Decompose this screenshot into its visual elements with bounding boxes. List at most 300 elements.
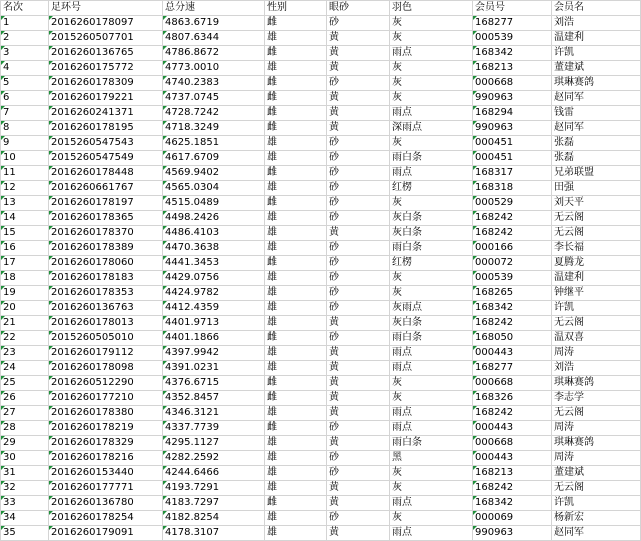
member-name-cell[interactable]: 李志学	[552, 391, 641, 406]
rank-cell[interactable]: 8	[1, 121, 49, 136]
eye-cell[interactable]: 砂	[327, 151, 390, 166]
ring-number-cell[interactable]: 2016260177771	[49, 481, 163, 496]
sex-cell[interactable]: 雄	[265, 481, 327, 496]
ring-number-cell[interactable]: 2015260505010	[49, 331, 163, 346]
member-id-cell[interactable]: 168318	[473, 181, 552, 196]
feather-color-cell[interactable]: 雨点	[390, 406, 473, 421]
eye-cell[interactable]: 砂	[327, 286, 390, 301]
score-cell[interactable]: 4397.9942	[163, 346, 265, 361]
rank-cell[interactable]: 6	[1, 91, 49, 106]
member-name-cell[interactable]: 钱雷	[552, 106, 641, 121]
rank-cell[interactable]: 11	[1, 166, 49, 181]
ring-number-cell[interactable]: 2016260241371	[49, 106, 163, 121]
feather-color-cell[interactable]: 灰	[390, 136, 473, 151]
sex-cell[interactable]: 雄	[265, 451, 327, 466]
table-row	[1, 481, 641, 496]
rank-cell[interactable]: 29	[1, 436, 49, 451]
table-row	[1, 286, 641, 301]
feather-color-cell[interactable]: 雨点	[390, 361, 473, 376]
sex-cell[interactable]: 雌	[265, 46, 327, 61]
feather-color-cell[interactable]: 灰	[390, 16, 473, 31]
score-cell[interactable]: 4424.9782	[163, 286, 265, 301]
score-cell[interactable]: 4412.4359	[163, 301, 265, 316]
member-id-cell[interactable]: 168242	[473, 481, 552, 496]
member-name-cell[interactable]: 温建利	[552, 31, 641, 46]
sex-cell[interactable]: 雄	[265, 301, 327, 316]
score-cell[interactable]: 4391.0231	[163, 361, 265, 376]
eye-cell[interactable]: 砂	[327, 241, 390, 256]
ring-number-cell[interactable]: 2016260136763	[49, 301, 163, 316]
rank-cell[interactable]: 30	[1, 451, 49, 466]
feather-color-cell[interactable]: 雨白条	[390, 241, 473, 256]
member-name-cell[interactable]: 琪琳赛鸽	[552, 76, 641, 91]
sex-cell[interactable]: 雌	[265, 76, 327, 91]
member-id-cell[interactable]: 168050	[473, 331, 552, 346]
score-cell[interactable]: 4178.3107	[163, 526, 265, 541]
feather-color-cell[interactable]: 灰	[390, 511, 473, 526]
table-row	[1, 301, 641, 316]
ring-number-cell[interactable]: 2016260179221	[49, 91, 163, 106]
member-id-cell[interactable]: 168342	[473, 496, 552, 511]
member-id-cell[interactable]: 168213	[473, 466, 552, 481]
rank-cell[interactable]: 5	[1, 76, 49, 91]
table-row	[1, 451, 641, 466]
feather-color-cell[interactable]: 黑	[390, 451, 473, 466]
member-id-cell[interactable]: 990963	[473, 526, 552, 541]
ring-number-cell[interactable]: 2016260178448	[49, 166, 163, 181]
member-name-cell[interactable]: 赵同军	[552, 526, 641, 541]
eye-cell[interactable]: 黄	[327, 91, 390, 106]
feather-color-cell[interactable]: 雨点	[390, 526, 473, 541]
ring-number-cell[interactable]: 2016260178254	[49, 511, 163, 526]
rank-cell[interactable]: 12	[1, 181, 49, 196]
rank-cell[interactable]: 27	[1, 406, 49, 421]
sex-cell[interactable]: 雄	[265, 181, 327, 196]
eye-cell[interactable]: 砂	[327, 196, 390, 211]
eye-cell[interactable]: 砂	[327, 271, 390, 286]
feather-color-cell[interactable]: 灰	[390, 196, 473, 211]
member-name-cell[interactable]: 赵同军	[552, 121, 641, 136]
member-name-cell[interactable]: 张磊	[552, 136, 641, 151]
eye-cell[interactable]: 砂	[327, 181, 390, 196]
rank-cell[interactable]: 3	[1, 46, 49, 61]
score-cell[interactable]: 4565.0304	[163, 181, 265, 196]
rank-cell[interactable]: 22	[1, 331, 49, 346]
col-eye-header[interactable]: 眼砂	[327, 1, 390, 16]
member-name-cell[interactable]: 无云阁	[552, 211, 641, 226]
score-cell[interactable]: 4352.8457	[163, 391, 265, 406]
rank-cell[interactable]: 25	[1, 376, 49, 391]
sex-cell[interactable]: 雌	[265, 16, 327, 31]
sex-cell[interactable]: 雌	[265, 256, 327, 271]
eye-cell[interactable]: 砂	[327, 76, 390, 91]
member-id-cell[interactable]: 168277	[473, 361, 552, 376]
rank-cell[interactable]: 4	[1, 61, 49, 76]
feather-color-cell[interactable]: 雨点	[390, 106, 473, 121]
member-name-cell[interactable]: 董建斌	[552, 61, 641, 76]
eye-cell[interactable]: 砂	[327, 166, 390, 181]
ring-number-cell[interactable]: 2015260547549	[49, 151, 163, 166]
score-cell[interactable]: 4515.0489	[163, 196, 265, 211]
feather-color-cell[interactable]: 灰白条	[390, 226, 473, 241]
score-cell[interactable]: 4786.8672	[163, 46, 265, 61]
member-id-cell[interactable]: 000072	[473, 256, 552, 271]
member-name-cell[interactable]: 琪琳赛鸽	[552, 376, 641, 391]
feather-color-cell[interactable]: 灰	[390, 376, 473, 391]
table-row	[1, 151, 641, 166]
member-id-cell[interactable]: 168342	[473, 46, 552, 61]
eye-cell[interactable]: 黄	[327, 496, 390, 511]
rank-cell[interactable]: 28	[1, 421, 49, 436]
score-cell[interactable]: 4376.6715	[163, 376, 265, 391]
rank-cell[interactable]: 18	[1, 271, 49, 286]
ring-number-cell[interactable]: 2016260178195	[49, 121, 163, 136]
eye-cell[interactable]: 黄	[327, 346, 390, 361]
sex-cell[interactable]: 雄	[265, 151, 327, 166]
col-rank-header[interactable]: 名次	[1, 1, 49, 16]
member-name-cell[interactable]: 许凯	[552, 301, 641, 316]
member-id-cell[interactable]: 000668	[473, 76, 552, 91]
sex-cell[interactable]: 雄	[265, 136, 327, 151]
rank-cell[interactable]: 31	[1, 466, 49, 481]
ring-number-cell[interactable]: 2016260178183	[49, 271, 163, 286]
ring-number-cell[interactable]: 2016260175772	[49, 61, 163, 76]
rank-cell[interactable]: 23	[1, 346, 49, 361]
eye-cell[interactable]: 黄	[327, 226, 390, 241]
feather-color-cell[interactable]: 雨点	[390, 346, 473, 361]
eye-cell[interactable]: 黄	[327, 376, 390, 391]
sex-cell[interactable]: 雌	[265, 196, 327, 211]
rank-cell[interactable]: 16	[1, 241, 49, 256]
member-id-cell[interactable]: 000451	[473, 136, 552, 151]
member-name-cell[interactable]: 赵同军	[552, 91, 641, 106]
member-name-cell[interactable]: 夏腾龙	[552, 256, 641, 271]
col-member-id-header[interactable]: 会员号	[473, 1, 552, 16]
rank-cell[interactable]: 21	[1, 316, 49, 331]
sex-cell[interactable]: 雄	[265, 406, 327, 421]
ring-number-cell[interactable]: 2016260178197	[49, 196, 163, 211]
score-cell[interactable]: 4625.1851	[163, 136, 265, 151]
eye-cell[interactable]: 砂	[327, 256, 390, 271]
ring-number-cell[interactable]: 2016260178309	[49, 76, 163, 91]
ring-number-cell[interactable]: 2016260136765	[49, 46, 163, 61]
member-name-cell[interactable]: 张磊	[552, 151, 641, 166]
ring-number-cell[interactable]: 2016260178389	[49, 241, 163, 256]
table-row	[1, 496, 641, 511]
member-name-cell[interactable]: 李长福	[552, 241, 641, 256]
member-id-cell[interactable]: 168242	[473, 316, 552, 331]
sex-cell[interactable]: 雌	[265, 421, 327, 436]
col-member-name-header[interactable]: 会员名	[552, 1, 641, 16]
sex-cell[interactable]: 雄	[265, 241, 327, 256]
feather-color-cell[interactable]: 灰	[390, 271, 473, 286]
member-name-cell[interactable]: 许凯	[552, 46, 641, 61]
sex-cell[interactable]: 雄	[265, 61, 327, 76]
rank-cell[interactable]: 32	[1, 481, 49, 496]
feather-color-cell[interactable]: 雨白条	[390, 151, 473, 166]
member-name-cell[interactable]: 董建斌	[552, 466, 641, 481]
ring-number-cell[interactable]: 2016260178219	[49, 421, 163, 436]
feather-color-cell[interactable]: 灰白条	[390, 211, 473, 226]
eye-cell[interactable]: 黄	[327, 121, 390, 136]
member-id-cell[interactable]: 168242	[473, 211, 552, 226]
eye-cell[interactable]: 黄	[327, 436, 390, 451]
sex-cell[interactable]: 雄	[265, 436, 327, 451]
feather-color-cell[interactable]: 雨点	[390, 496, 473, 511]
ring-number-cell[interactable]: 2016260179112	[49, 346, 163, 361]
feather-color-cell[interactable]: 灰	[390, 481, 473, 496]
feather-color-cell[interactable]: 雨点	[390, 46, 473, 61]
rank-cell[interactable]: 9	[1, 136, 49, 151]
feather-color-cell[interactable]: 红楞	[390, 256, 473, 271]
ring-number-cell[interactable]: 2016260178097	[49, 16, 163, 31]
score-cell[interactable]: 4773.0010	[163, 61, 265, 76]
eye-cell[interactable]: 砂	[327, 211, 390, 226]
eye-cell[interactable]: 砂	[327, 466, 390, 481]
table-row	[1, 31, 641, 46]
score-cell[interactable]: 4728.7242	[163, 106, 265, 121]
ring-number-cell[interactable]: 2016260179091	[49, 526, 163, 541]
rank-cell[interactable]: 35	[1, 526, 49, 541]
score-cell[interactable]: 4401.1866	[163, 331, 265, 346]
sex-cell[interactable]: 雄	[265, 271, 327, 286]
member-name-cell[interactable]: 周涛	[552, 421, 641, 436]
eye-cell[interactable]: 黄	[327, 316, 390, 331]
score-cell[interactable]: 4737.0745	[163, 91, 265, 106]
member-id-cell[interactable]: 000443	[473, 421, 552, 436]
feather-color-cell[interactable]: 灰白条	[390, 316, 473, 331]
eye-cell[interactable]: 黄	[327, 46, 390, 61]
eye-cell[interactable]: 黄	[327, 406, 390, 421]
ring-number-cell[interactable]: 2016260178380	[49, 406, 163, 421]
sex-cell[interactable]: 雄	[265, 286, 327, 301]
member-id-cell[interactable]: 000443	[473, 451, 552, 466]
member-id-cell[interactable]: 000539	[473, 271, 552, 286]
sex-cell[interactable]: 雌	[265, 391, 327, 406]
member-id-cell[interactable]: 000539	[473, 31, 552, 46]
score-cell[interactable]: 4807.6344	[163, 31, 265, 46]
sex-cell[interactable]: 雄	[265, 466, 327, 481]
member-id-cell[interactable]: 168265	[473, 286, 552, 301]
member-id-cell[interactable]: 000069	[473, 511, 552, 526]
ring-number-cell[interactable]: 2016260136780	[49, 496, 163, 511]
score-cell[interactable]: 4441.3453	[163, 256, 265, 271]
sex-cell[interactable]: 雄	[265, 526, 327, 541]
feather-color-cell[interactable]: 灰	[390, 286, 473, 301]
member-id-cell[interactable]: 000529	[473, 196, 552, 211]
rank-cell[interactable]: 19	[1, 286, 49, 301]
member-name-cell[interactable]: 无云阁	[552, 406, 641, 421]
eye-cell[interactable]: 砂	[327, 331, 390, 346]
member-name-cell[interactable]: 刘天平	[552, 196, 641, 211]
member-id-cell[interactable]: 168242	[473, 226, 552, 241]
feather-color-cell[interactable]: 灰	[390, 466, 473, 481]
member-name-cell[interactable]: 刘浩	[552, 361, 641, 376]
sex-cell[interactable]: 雄	[265, 361, 327, 376]
member-id-cell[interactable]: 168294	[473, 106, 552, 121]
rank-cell[interactable]: 10	[1, 151, 49, 166]
member-name-cell[interactable]: 周涛	[552, 346, 641, 361]
sex-cell[interactable]: 雄	[265, 31, 327, 46]
feather-color-cell[interactable]: 雨点	[390, 166, 473, 181]
col-sex-header[interactable]: 性别	[265, 1, 327, 16]
score-cell[interactable]: 4863.6719	[163, 16, 265, 31]
sex-cell[interactable]: 雌	[265, 331, 327, 346]
score-cell[interactable]: 4337.7739	[163, 421, 265, 436]
ring-number-cell[interactable]: 2016260178370	[49, 226, 163, 241]
ring-number-cell[interactable]: 2016260178013	[49, 316, 163, 331]
eye-cell[interactable]: 砂	[327, 511, 390, 526]
sex-cell[interactable]: 雄	[265, 511, 327, 526]
feather-color-cell[interactable]: 灰	[390, 31, 473, 46]
score-cell[interactable]: 4486.4103	[163, 226, 265, 241]
table-row	[1, 196, 641, 211]
ring-number-cell[interactable]: 2015260547543	[49, 136, 163, 151]
eye-cell[interactable]: 黄	[327, 526, 390, 541]
eye-cell[interactable]: 砂	[327, 301, 390, 316]
sex-cell[interactable]: 雌	[265, 91, 327, 106]
member-id-cell[interactable]: 000451	[473, 151, 552, 166]
member-id-cell[interactable]: 168242	[473, 406, 552, 421]
feather-color-cell[interactable]: 灰	[390, 91, 473, 106]
rank-cell[interactable]: 1	[1, 16, 49, 31]
eye-cell[interactable]: 砂	[327, 16, 390, 31]
rank-cell[interactable]: 14	[1, 211, 49, 226]
sex-cell[interactable]: 雄	[265, 346, 327, 361]
sex-cell[interactable]: 雌	[265, 166, 327, 181]
member-name-cell[interactable]: 杨新宏	[552, 511, 641, 526]
member-name-cell[interactable]: 钟继平	[552, 286, 641, 301]
member-id-cell[interactable]: 168277	[473, 16, 552, 31]
score-cell[interactable]: 4244.6466	[163, 466, 265, 481]
col-color-header[interactable]: 羽色	[390, 1, 473, 16]
rank-cell[interactable]: 34	[1, 511, 49, 526]
score-cell[interactable]: 4183.7297	[163, 496, 265, 511]
member-id-cell[interactable]: 000166	[473, 241, 552, 256]
ring-number-cell[interactable]: 2016260177210	[49, 391, 163, 406]
eye-cell[interactable]: 黄	[327, 106, 390, 121]
member-name-cell[interactable]: 刘浩	[552, 16, 641, 31]
score-cell[interactable]: 4346.3121	[163, 406, 265, 421]
rank-cell[interactable]: 17	[1, 256, 49, 271]
table-row	[1, 76, 641, 91]
sex-cell[interactable]: 雌	[265, 376, 327, 391]
rank-cell[interactable]: 15	[1, 226, 49, 241]
table-row	[1, 406, 641, 421]
member-name-cell[interactable]: 温建利	[552, 271, 641, 286]
feather-color-cell[interactable]: 灰	[390, 76, 473, 91]
feather-color-cell[interactable]: 灰雨点	[390, 301, 473, 316]
member-id-cell[interactable]: 168213	[473, 61, 552, 76]
score-cell[interactable]: 4282.2592	[163, 451, 265, 466]
score-cell[interactable]: 4718.3249	[163, 121, 265, 136]
eye-cell[interactable]: 黄	[327, 31, 390, 46]
member-id-cell[interactable]: 000443	[473, 346, 552, 361]
ring-number-cell[interactable]: 2016260153440	[49, 466, 163, 481]
eye-cell[interactable]: 砂	[327, 421, 390, 436]
score-cell[interactable]: 4182.8254	[163, 511, 265, 526]
score-cell[interactable]: 4740.2383	[163, 76, 265, 91]
rank-cell[interactable]: 13	[1, 196, 49, 211]
eye-cell[interactable]: 黄	[327, 361, 390, 376]
feather-color-cell[interactable]: 深雨点	[390, 121, 473, 136]
eye-cell[interactable]: 砂	[327, 136, 390, 151]
feather-color-cell[interactable]: 雨白条	[390, 331, 473, 346]
member-name-cell[interactable]: 琪琳赛鸽	[552, 436, 641, 451]
table-row	[1, 511, 641, 526]
ring-number-cell[interactable]: 2016260178353	[49, 286, 163, 301]
sex-cell[interactable]: 雄	[265, 226, 327, 241]
member-name-cell[interactable]: 周涛	[552, 451, 641, 466]
ring-number-cell[interactable]: 2016260178216	[49, 451, 163, 466]
member-name-cell[interactable]: 温双喜	[552, 331, 641, 346]
rank-cell[interactable]: 20	[1, 301, 49, 316]
eye-cell[interactable]: 黄	[327, 481, 390, 496]
col-ring-header[interactable]: 足环号	[49, 1, 163, 16]
feather-color-cell[interactable]: 雨白条	[390, 436, 473, 451]
member-name-cell[interactable]: 无云阁	[552, 316, 641, 331]
sex-cell[interactable]: 雌	[265, 121, 327, 136]
ring-number-cell[interactable]: 2016260178365	[49, 211, 163, 226]
rank-cell[interactable]: 2	[1, 31, 49, 46]
rank-cell[interactable]: 7	[1, 106, 49, 121]
col-score-header[interactable]: 总分速	[163, 1, 265, 16]
score-cell[interactable]: 4569.9402	[163, 166, 265, 181]
ring-number-cell[interactable]: 2016260178060	[49, 256, 163, 271]
member-id-cell[interactable]: 000668	[473, 436, 552, 451]
member-name-cell[interactable]: 无云阁	[552, 226, 641, 241]
member-name-cell[interactable]: 无云阁	[552, 481, 641, 496]
member-id-cell[interactable]: 990963	[473, 91, 552, 106]
sex-cell[interactable]: 雄	[265, 211, 327, 226]
member-id-cell[interactable]: 990963	[473, 121, 552, 136]
score-cell[interactable]: 4470.3638	[163, 241, 265, 256]
member-id-cell[interactable]: 168317	[473, 166, 552, 181]
member-name-cell[interactable]: 许凯	[552, 496, 641, 511]
feather-color-cell[interactable]: 雨点	[390, 421, 473, 436]
member-id-cell[interactable]: 000668	[473, 376, 552, 391]
rank-cell[interactable]: 26	[1, 391, 49, 406]
rank-cell[interactable]: 24	[1, 361, 49, 376]
ring-number-cell[interactable]: 2015260507701	[49, 31, 163, 46]
sex-cell[interactable]: 雄	[265, 316, 327, 331]
feather-color-cell[interactable]: 灰	[390, 61, 473, 76]
member-name-cell[interactable]: 兄弟联盟	[552, 166, 641, 181]
score-cell[interactable]: 4498.2426	[163, 211, 265, 226]
member-id-cell[interactable]: 168342	[473, 301, 552, 316]
ring-number-cell[interactable]: 2016260178329	[49, 436, 163, 451]
eye-cell[interactable]: 黄	[327, 391, 390, 406]
member-id-cell[interactable]: 168326	[473, 391, 552, 406]
score-cell[interactable]: 4193.7291	[163, 481, 265, 496]
member-name-cell[interactable]: 田强	[552, 181, 641, 196]
eye-cell[interactable]: 黄	[327, 61, 390, 76]
score-cell[interactable]: 4401.9713	[163, 316, 265, 331]
score-cell[interactable]: 4295.1127	[163, 436, 265, 451]
ring-number-cell[interactable]: 2016260178098	[49, 361, 163, 376]
score-cell[interactable]: 4429.0756	[163, 271, 265, 286]
sex-cell[interactable]: 雌	[265, 496, 327, 511]
ring-number-cell[interactable]: 2016260512290	[49, 376, 163, 391]
feather-color-cell[interactable]: 红楞	[390, 181, 473, 196]
sex-cell[interactable]: 雌	[265, 106, 327, 121]
feather-color-cell[interactable]: 灰	[390, 391, 473, 406]
ring-number-cell[interactable]: 2016260661767	[49, 181, 163, 196]
table-row	[1, 211, 641, 226]
rank-cell[interactable]: 33	[1, 496, 49, 511]
eye-cell[interactable]: 砂	[327, 451, 390, 466]
score-cell[interactable]: 4617.6709	[163, 151, 265, 166]
